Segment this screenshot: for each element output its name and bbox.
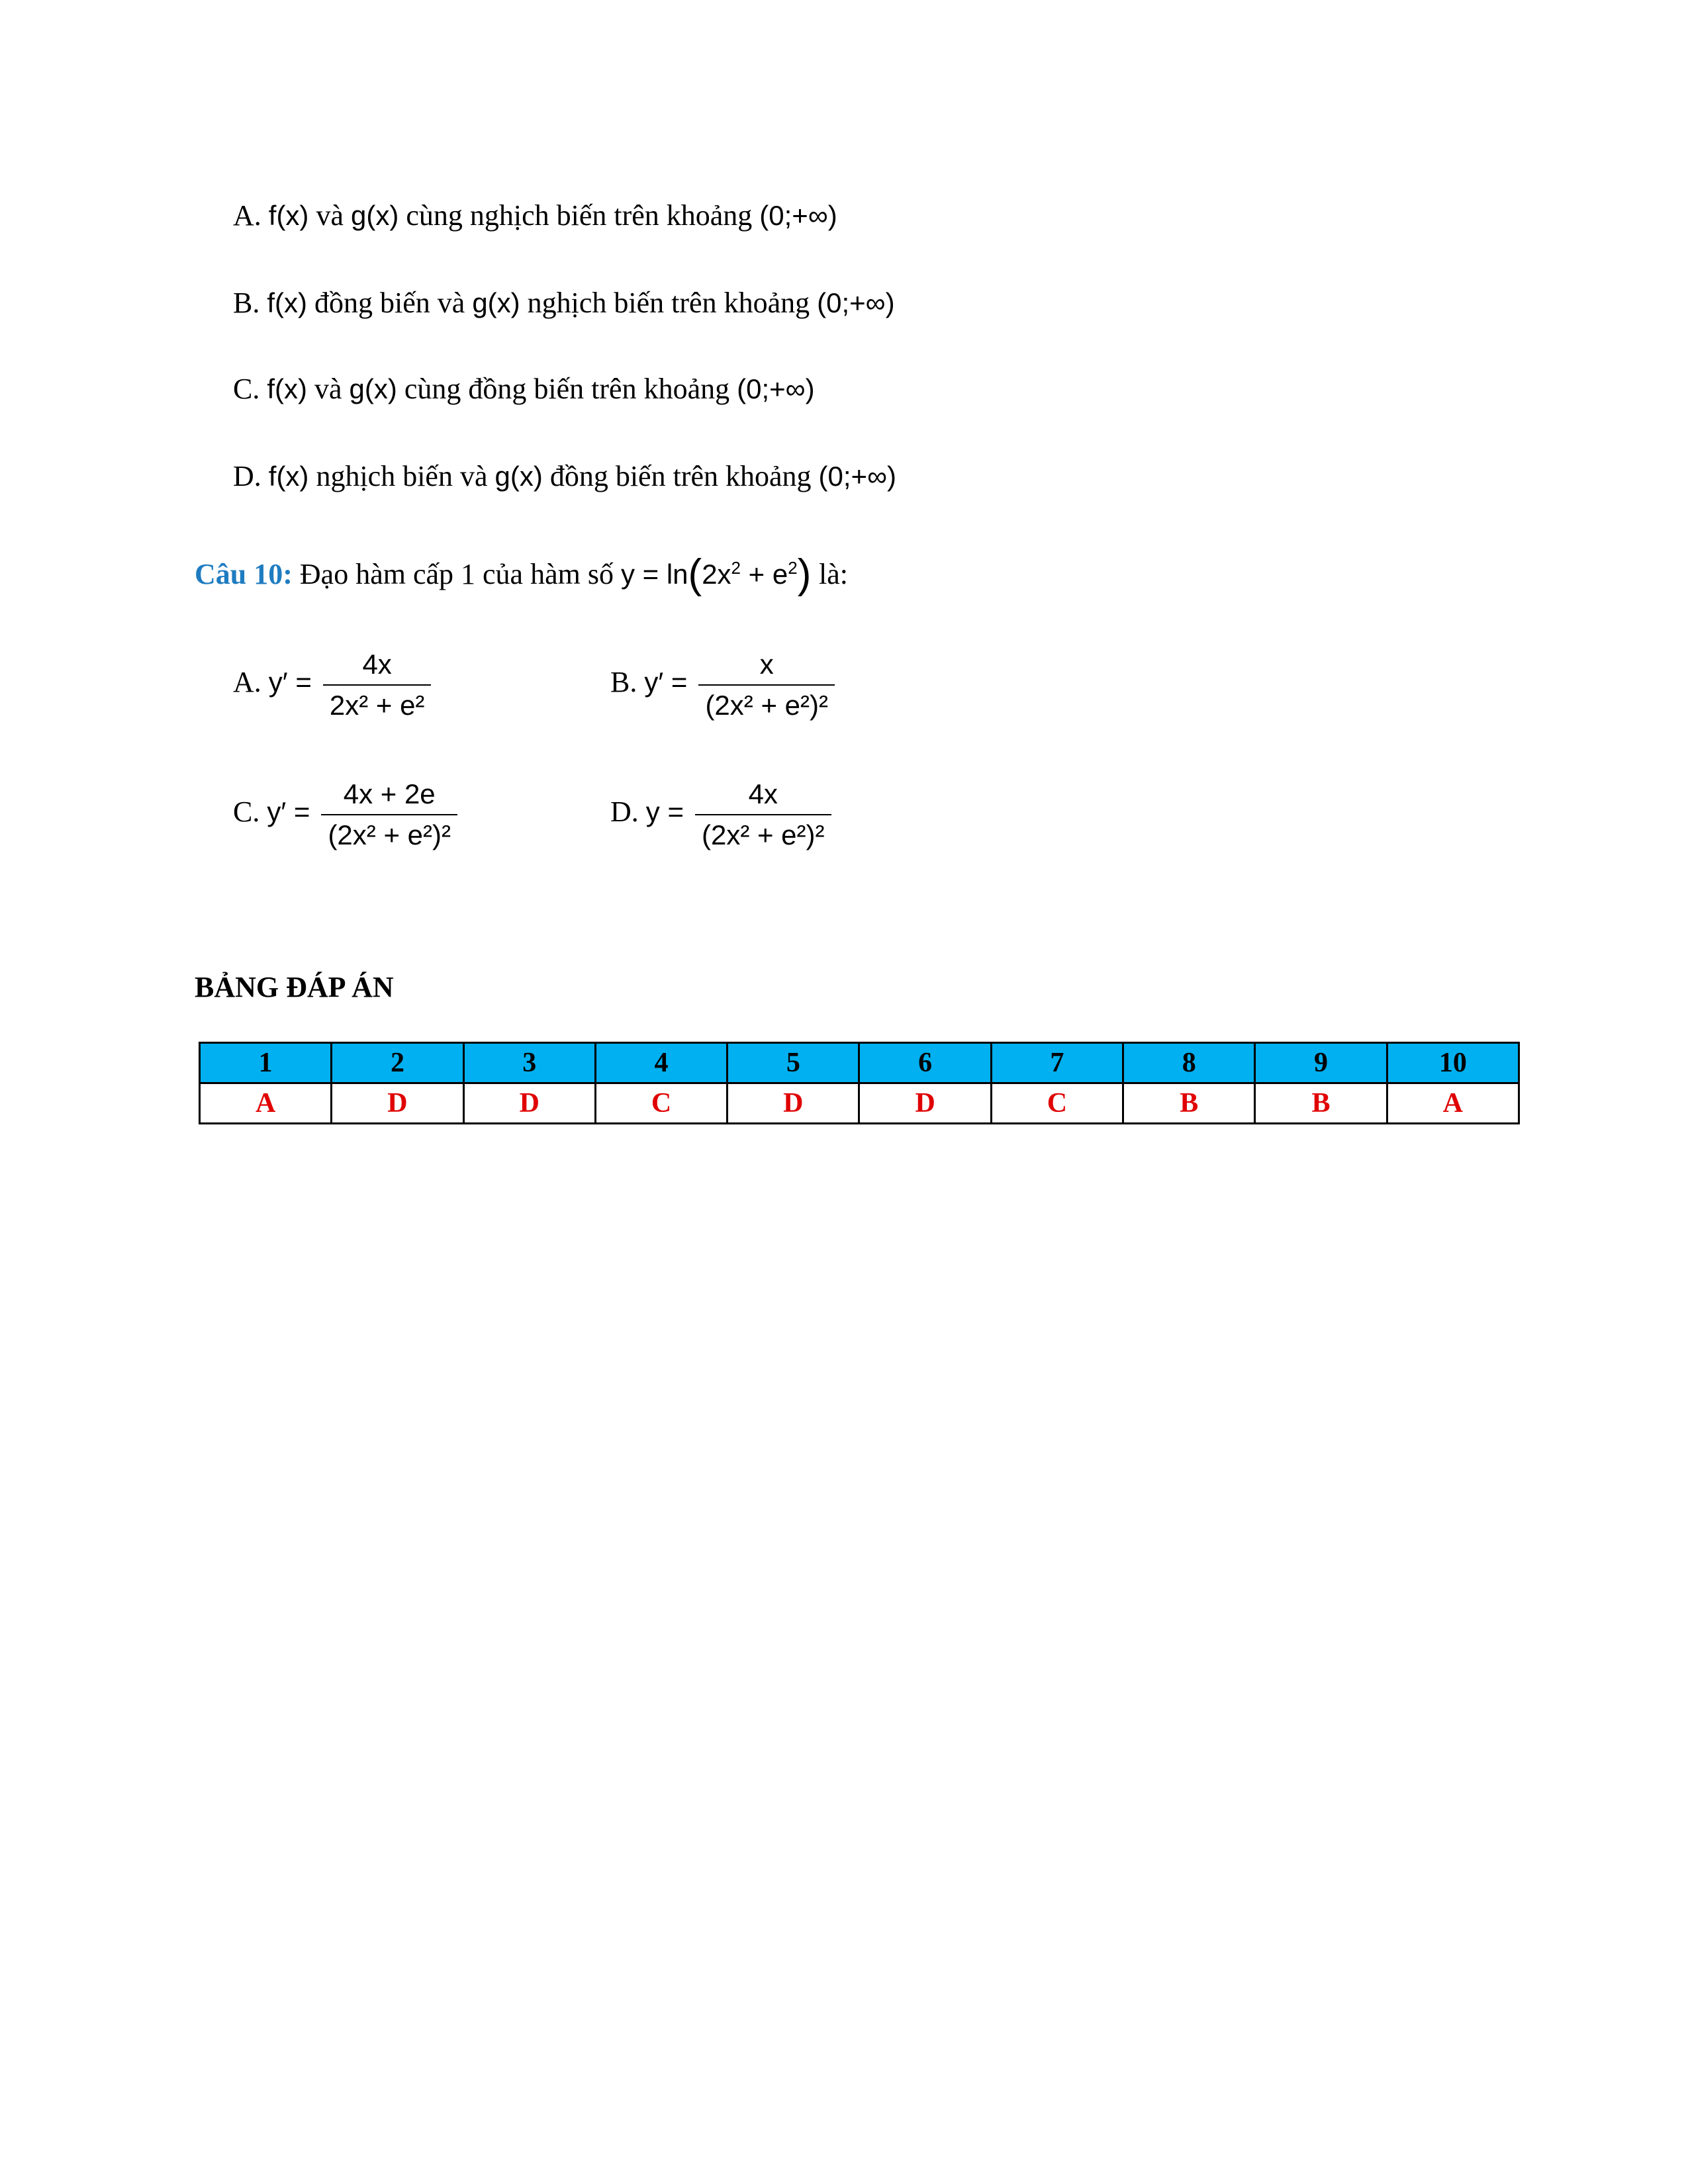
function-g: g(x)	[472, 287, 520, 318]
answer-cell: B	[1255, 1083, 1387, 1124]
answer-cell: B	[1123, 1083, 1255, 1124]
option-text: nghịch biến và	[316, 460, 488, 492]
answer-cell: D	[463, 1083, 595, 1124]
question-text: Đạo hàm cấp 1 của hàm số	[299, 558, 614, 590]
answer-cell: A	[200, 1083, 332, 1124]
option-text: và	[316, 199, 344, 232]
denominator: (2x² + e²)²	[698, 684, 835, 721]
denominator: 2x² + e²	[323, 684, 432, 721]
interval: (0;+∞)	[737, 373, 815, 404]
answer-table-title: BẢNG ĐÁP ÁN	[195, 971, 394, 1003]
fraction	[695, 778, 831, 851]
answer-table-answer-row	[200, 1083, 1519, 1124]
numerator: 4x + 2e	[343, 778, 436, 809]
option-letter: D.	[233, 460, 261, 492]
numerator: 4x	[362, 649, 392, 680]
paren-close: )	[797, 551, 812, 597]
question-label: Câu 10:	[195, 558, 293, 590]
function-f: f(x)	[267, 373, 308, 404]
answer-cell: D	[332, 1083, 463, 1124]
function-f: f(x)	[268, 461, 309, 492]
option-text: và	[314, 373, 342, 405]
question-number-cell: 5	[727, 1043, 859, 1083]
q9-option-d	[233, 459, 896, 493]
function-expression: $y = \ln(2x^2 + e^2)$	[620, 551, 812, 597]
question-number-cell: 10	[1387, 1043, 1519, 1083]
answer-table-header-row	[200, 1043, 1519, 1083]
answer-cell: D	[859, 1083, 991, 1124]
interval: (0;+∞)	[759, 200, 837, 231]
option-letter: D.	[610, 796, 639, 829]
answer-cell: A	[1387, 1083, 1519, 1124]
option-letter: B.	[233, 287, 260, 319]
option-letter: C.	[233, 796, 260, 829]
option-letter: C.	[233, 373, 260, 405]
q10-option-c	[233, 778, 461, 851]
option-text: nghịch biến trên khoảng	[527, 287, 810, 319]
question-number-cell: 3	[463, 1043, 595, 1083]
answer-table	[199, 1042, 1520, 1124]
fraction	[323, 649, 432, 721]
question-number-cell: 8	[1123, 1043, 1255, 1083]
option-letter: A.	[233, 666, 261, 699]
numerator: 4x	[748, 778, 778, 809]
q10-stem	[195, 551, 848, 598]
q9-option-b	[233, 286, 895, 320]
lhs: y′ =	[268, 666, 312, 698]
function-g: g(x)	[494, 461, 543, 492]
q9-option-a	[233, 199, 837, 232]
question-number-cell: 9	[1255, 1043, 1387, 1083]
option-letter: A.	[233, 199, 261, 232]
option-text: đồng biến trên khoảng	[549, 460, 812, 492]
function-f: f(x)	[268, 200, 309, 231]
option-letter: B.	[610, 666, 637, 699]
question-number-cell: 1	[200, 1043, 332, 1083]
option-text: cùng đồng biến trên khoảng	[404, 373, 730, 405]
question-number-cell: 2	[332, 1043, 463, 1083]
question-number-cell: 4	[595, 1043, 727, 1083]
function-f: f(x)	[267, 287, 308, 318]
answer-cell: C	[991, 1083, 1123, 1124]
function-g: g(x)	[350, 200, 399, 231]
q10-option-d	[610, 778, 835, 851]
function-g: g(x)	[349, 373, 397, 404]
lhs: y =	[645, 796, 684, 828]
denominator: (2x² + e²)²	[321, 814, 457, 851]
option-text: đồng biến và	[314, 287, 465, 319]
q9-option-c	[233, 372, 815, 406]
fraction	[698, 649, 835, 721]
q10-option-a	[233, 649, 435, 721]
question-number-cell: 6	[859, 1043, 991, 1083]
lhs: y′ =	[644, 666, 688, 698]
interval: (0;+∞)	[818, 461, 896, 492]
function-name: y = ln	[620, 559, 688, 590]
interval: (0;+∞)	[817, 287, 895, 318]
question-suffix: là:	[819, 558, 849, 590]
numerator: x	[759, 649, 774, 680]
fraction	[321, 778, 457, 851]
question-number-cell: 7	[991, 1043, 1123, 1083]
denominator: (2x² + e²)²	[695, 814, 831, 851]
lhs: y′ =	[267, 796, 310, 828]
paren-open: (	[688, 551, 702, 597]
answer-cell: D	[727, 1083, 859, 1124]
answer-cell: C	[595, 1083, 727, 1124]
option-text: cùng nghịch biến trên khoảng	[406, 199, 753, 232]
q10-option-b	[610, 649, 839, 721]
